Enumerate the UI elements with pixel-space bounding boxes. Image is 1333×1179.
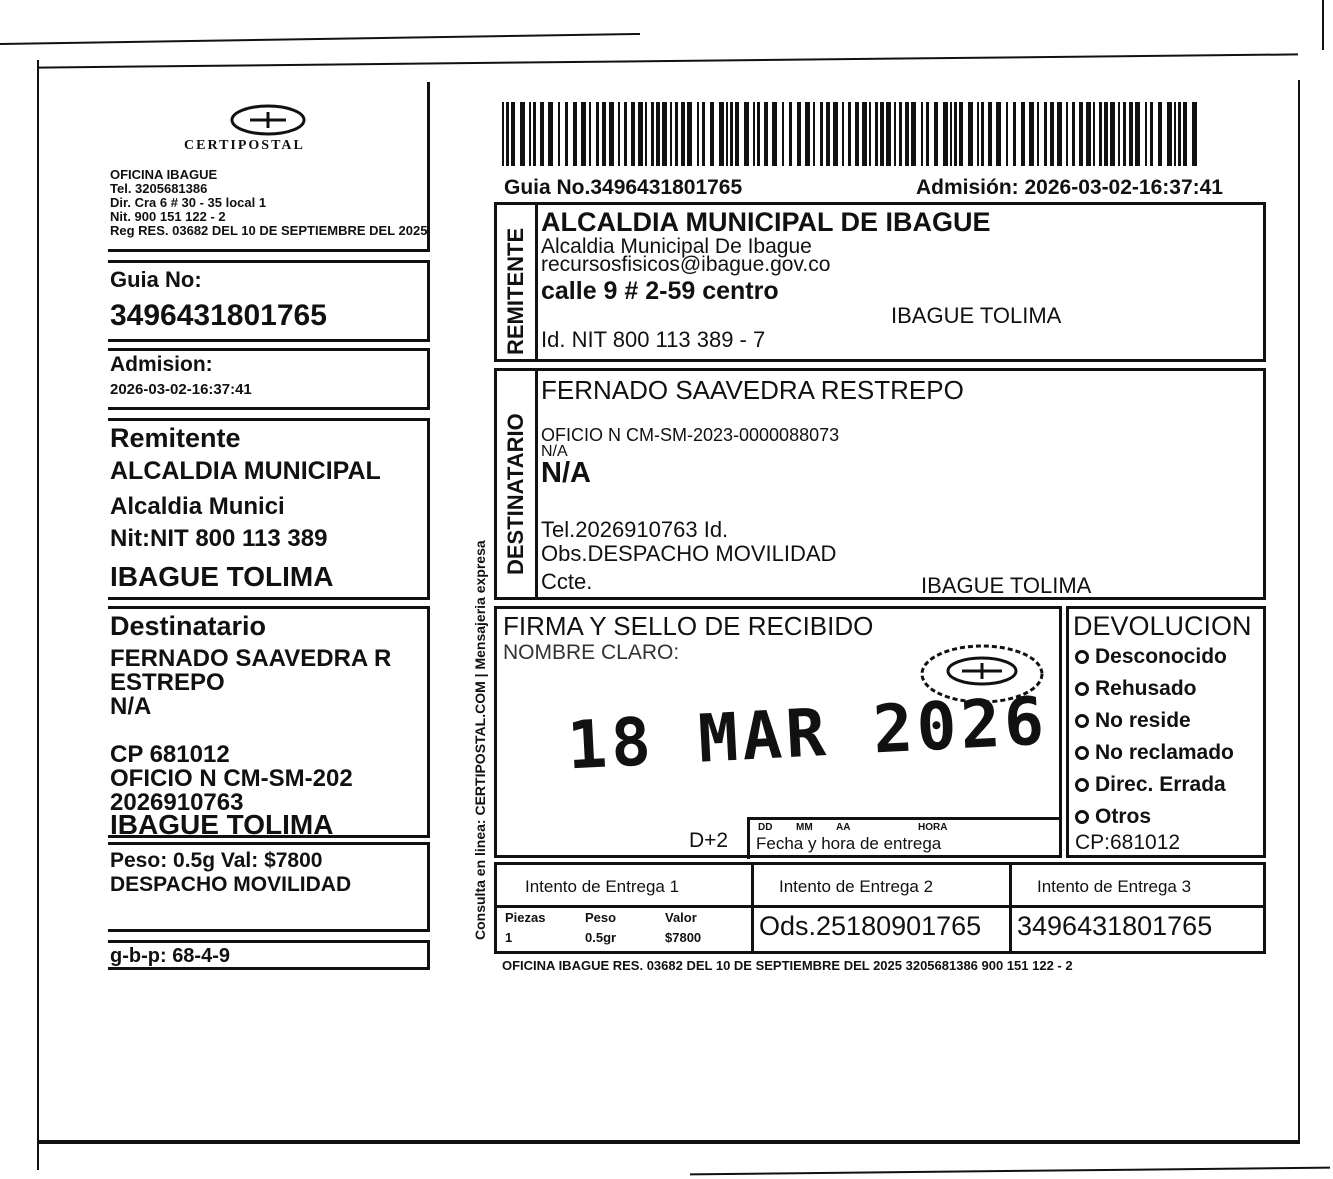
barcode-bar bbox=[1174, 102, 1176, 166]
barcode-bar bbox=[797, 102, 801, 166]
dest-tel-right: Tel.2026910763 Id. bbox=[541, 517, 729, 542]
fecha-label: Fecha y hora de entrega bbox=[756, 834, 942, 853]
barcode-bar bbox=[735, 102, 739, 166]
barcode-bar bbox=[833, 102, 838, 166]
dest-city-right: IBAGUE TOLIMA bbox=[921, 573, 1092, 598]
devolucion-option-3[interactable]: No reside bbox=[1075, 709, 1191, 733]
destinatario-right-box bbox=[494, 368, 1266, 600]
barcode-bar bbox=[813, 102, 815, 166]
intento-2: Intento de Entrega 2 bbox=[779, 877, 934, 896]
page-edge-top bbox=[0, 33, 640, 45]
destinatario-tab: DESTINATARIO bbox=[503, 413, 528, 575]
barcode-bar bbox=[596, 102, 599, 166]
barcode-bar bbox=[730, 102, 733, 166]
gbp-value: g-b-p: 68-4-9 bbox=[110, 945, 230, 967]
radio-icon bbox=[1075, 810, 1089, 824]
barcode-bar bbox=[681, 102, 685, 166]
destinatario-label: Destinatario bbox=[110, 611, 267, 641]
valor-label: Valor bbox=[665, 910, 697, 925]
barcode-bar bbox=[1079, 102, 1083, 166]
barcode-bar bbox=[548, 102, 553, 166]
firma-box bbox=[494, 606, 1062, 858]
barcode-bar bbox=[988, 102, 992, 166]
dest-name-right: FERNADO SAAVEDRA RESTREPO bbox=[541, 375, 964, 405]
peso-value-right: 0.5gr bbox=[585, 930, 617, 945]
barcode-bar bbox=[581, 102, 586, 166]
office-tel: Tel. 3205681386 bbox=[110, 181, 208, 196]
barcode-bar bbox=[744, 102, 749, 166]
barcode-bar bbox=[977, 102, 979, 166]
barcode-bar bbox=[894, 102, 896, 166]
nombre-claro: NOMBRE CLARO: bbox=[503, 641, 680, 664]
barcode-bar bbox=[602, 102, 606, 166]
fecha-dd: DD bbox=[758, 822, 773, 833]
barcode-bar bbox=[880, 102, 884, 166]
barcode-bar bbox=[1013, 102, 1016, 166]
devolucion-option-6[interactable]: Otros bbox=[1075, 805, 1151, 829]
barcode-bar bbox=[1044, 102, 1047, 166]
barcode-bar bbox=[565, 102, 568, 166]
guia-label: Guia No: bbox=[110, 267, 202, 292]
office-name: OFICINA IBAGUE bbox=[110, 167, 218, 182]
barcode-bar bbox=[631, 102, 635, 166]
barcode-bar bbox=[1118, 102, 1120, 166]
barcode-bar bbox=[1093, 102, 1095, 166]
barcode-bar bbox=[589, 102, 591, 166]
dest-line2: ESTREPO bbox=[110, 669, 225, 696]
remitente-label: Remitente bbox=[110, 423, 241, 453]
intento-3: Intento de Entrega 3 bbox=[1037, 877, 1192, 896]
peso-box bbox=[108, 842, 430, 932]
radio-icon bbox=[1075, 714, 1089, 728]
barcode-bar bbox=[670, 102, 672, 166]
barcode-bar bbox=[1183, 102, 1187, 166]
devolucion-option-2[interactable]: Rehusado bbox=[1075, 677, 1197, 701]
page-edge-bottom-far bbox=[690, 1167, 1330, 1176]
barcode-bar bbox=[921, 102, 923, 166]
fecha-box bbox=[747, 817, 1062, 859]
barcode-bar bbox=[842, 102, 844, 166]
barcode-bar bbox=[911, 102, 916, 166]
barcode-bar bbox=[875, 102, 878, 166]
barcode-bar bbox=[757, 102, 760, 166]
guia-number: 3496431801765 bbox=[110, 299, 327, 332]
barcode-bar bbox=[675, 102, 678, 166]
footer-text: OFICINA IBAGUE RES. 03682 DEL 10 DE SEPTIEMBRE DEL 2025 3205681386 900 151 122 - 2 bbox=[502, 958, 1073, 973]
barcode-bar bbox=[926, 102, 929, 166]
barcode-bar bbox=[789, 102, 792, 166]
barcode-bar bbox=[520, 102, 525, 166]
barcode-bar bbox=[662, 102, 667, 166]
barcode-bar bbox=[1099, 102, 1102, 166]
barcode-bar bbox=[905, 102, 909, 166]
barcode-bar bbox=[687, 102, 692, 166]
barcode-bar bbox=[638, 102, 643, 166]
barcode-bar bbox=[1037, 102, 1039, 166]
dest-ccte: Ccte. bbox=[541, 569, 593, 594]
dest-obs: Obs.DESPACHO MOVILIDAD bbox=[541, 541, 837, 566]
barcode-bar bbox=[996, 102, 1001, 166]
barcode-bar bbox=[540, 102, 544, 166]
barcode-bar bbox=[1150, 102, 1153, 166]
dest-oficio: OFICIO N CM-SM-202 bbox=[110, 765, 353, 792]
remitente-right-box bbox=[494, 202, 1266, 362]
fecha-mm: MM bbox=[796, 822, 813, 833]
stamp-date: 18 MAR 2026 bbox=[565, 682, 1050, 785]
barcode-bar bbox=[899, 102, 902, 166]
intento-box bbox=[494, 862, 1266, 954]
barcode-bar bbox=[1021, 102, 1025, 166]
logo-text: CERTIPOSTAL bbox=[184, 138, 305, 153]
barcode-bar bbox=[1145, 102, 1147, 166]
barcode-bar bbox=[719, 102, 724, 166]
barcode-bar bbox=[726, 102, 728, 166]
piezas-label: Piezas bbox=[505, 910, 546, 925]
remitente-name: ALCALDIA MUNICIPAL bbox=[110, 457, 381, 485]
barcode-bar bbox=[710, 102, 714, 166]
barcode-bar bbox=[624, 102, 627, 166]
barcode-bar bbox=[869, 102, 871, 166]
fecha-aa: AA bbox=[836, 822, 851, 833]
barcode-bar bbox=[573, 102, 577, 166]
valor-value: $7800 bbox=[665, 930, 702, 945]
office-res: Reg RES. 03682 DEL 10 DE SEPTIEMBRE DEL 2025 bbox=[110, 223, 428, 238]
barcode-bar bbox=[529, 102, 531, 166]
destinatario-tab-divider bbox=[535, 371, 538, 597]
devolucion-box bbox=[1066, 606, 1266, 858]
barcode bbox=[502, 102, 1202, 170]
barcode-bar bbox=[954, 102, 957, 166]
barcode-bar bbox=[558, 102, 560, 166]
barcode-bar bbox=[651, 102, 654, 166]
barcode-bar bbox=[1006, 102, 1008, 166]
page-edge-bottom bbox=[38, 1140, 1300, 1144]
barcode-bar bbox=[511, 102, 515, 166]
barcode-bar bbox=[1129, 102, 1133, 166]
barcode-bar bbox=[645, 102, 647, 166]
despacho-value: DESPACHO MOVILIDAD bbox=[110, 873, 352, 896]
remitente-box bbox=[108, 418, 430, 600]
guia-box bbox=[108, 260, 430, 342]
remitente-sub: Alcaldia Munici bbox=[110, 493, 285, 520]
devolucion-title: DEVOLUCION bbox=[1073, 611, 1252, 641]
barcode-bar bbox=[1086, 102, 1091, 166]
intento-vdivider-2 bbox=[1009, 865, 1012, 951]
barcode-bar bbox=[950, 102, 952, 166]
dest-line3: N/A bbox=[110, 693, 152, 720]
barcode-bar bbox=[805, 102, 810, 166]
rem-city: IBAGUE TOLIMA bbox=[891, 303, 1062, 328]
intento-1: Intento de Entrega 1 bbox=[525, 877, 680, 896]
barcode-bar bbox=[1050, 102, 1054, 166]
rem-sub: Alcaldia Municipal De Ibague bbox=[541, 235, 812, 258]
dest-city: IBAGUE TOLIMA bbox=[110, 809, 334, 840]
devolucion-option-4[interactable]: No reclamado bbox=[1075, 741, 1234, 765]
barcode-bar bbox=[1072, 102, 1075, 166]
firma-title: FIRMA Y SELLO DE RECIBIDO bbox=[503, 611, 874, 641]
barcode-bar bbox=[772, 102, 777, 166]
destinatario-box bbox=[108, 606, 430, 838]
d2-label: D+2 bbox=[689, 829, 729, 852]
fecha-hora: HORA bbox=[918, 822, 948, 833]
peso-value: Peso: 0.5g Val: $7800 bbox=[110, 849, 323, 872]
barcode-bar bbox=[886, 102, 891, 166]
admision-label: Admision: bbox=[110, 353, 213, 376]
barcode-bar bbox=[862, 102, 867, 166]
gbp-box bbox=[108, 940, 430, 970]
barcode-bar bbox=[609, 102, 614, 166]
barcode-bar bbox=[618, 102, 620, 166]
radio-icon bbox=[1075, 650, 1089, 664]
page-edge-left bbox=[37, 60, 39, 1170]
barcode-bar bbox=[1029, 102, 1034, 166]
barcode-bar bbox=[826, 102, 830, 166]
dest-cp: CP 681012 bbox=[110, 741, 230, 768]
admision-box bbox=[108, 348, 430, 410]
barcode-bar bbox=[656, 102, 660, 166]
barcode-bar bbox=[855, 102, 859, 166]
rem-id: Id. NIT 800 113 389 - 7 bbox=[541, 327, 766, 352]
barcode-bar bbox=[533, 102, 536, 166]
intento-vdivider-1 bbox=[751, 865, 754, 951]
remitente-tab-divider bbox=[535, 205, 538, 359]
barcode-bar bbox=[1135, 102, 1140, 166]
barcode-bar bbox=[934, 102, 938, 166]
remitente-nit: Nit:NIT 800 113 389 bbox=[110, 525, 328, 552]
remitente-city: IBAGUE TOLIMA bbox=[110, 561, 334, 592]
rem-address: calle 9 # 2-59 centro bbox=[541, 277, 779, 305]
office-nit: Nit. 900 151 122 - 2 bbox=[110, 209, 226, 224]
radio-icon bbox=[1075, 746, 1089, 760]
barcode-bar bbox=[981, 102, 984, 166]
piezas-value: 1 bbox=[505, 930, 513, 945]
barcode-bar bbox=[943, 102, 948, 166]
devolucion-cp: CP:681012 bbox=[1075, 831, 1181, 854]
barcode-bar bbox=[1123, 102, 1126, 166]
barcode-bar bbox=[848, 102, 851, 166]
admision-value: 2026-03-02-16:37:41 bbox=[110, 381, 252, 398]
guia-bottom: 3496431801765 bbox=[1017, 911, 1213, 941]
ods-value: Ods.25180901765 bbox=[759, 911, 982, 941]
admision-header: Admisión: 2026-03-02-16:37:41 bbox=[916, 176, 1223, 199]
barcode-bar bbox=[968, 102, 973, 166]
barcode-bar bbox=[1167, 102, 1172, 166]
radio-icon bbox=[1075, 778, 1089, 792]
barcode-bar bbox=[959, 102, 963, 166]
barcode-bar bbox=[764, 102, 768, 166]
dest-oficio-right: OFICIO N CM-SM-2023-0000088073 bbox=[541, 425, 840, 445]
barcode-bar bbox=[502, 102, 504, 166]
office-dir: Dir. Cra 6 # 30 - 35 local 1 bbox=[110, 195, 267, 210]
rem-name: ALCALDIA MUNICIPAL DE IBAGUE bbox=[541, 207, 991, 237]
barcode-bar bbox=[697, 102, 699, 166]
barcode-bar bbox=[1192, 102, 1197, 166]
dest-tel: 2026910763 bbox=[110, 789, 244, 816]
intento-hdivider bbox=[497, 905, 1263, 908]
dest-line1: FERNADO SAAVEDRA R bbox=[110, 645, 392, 672]
dest-na-small: N/A bbox=[541, 443, 568, 460]
barcode-bar bbox=[782, 102, 784, 166]
barcode-bar bbox=[753, 102, 755, 166]
barcode-bar bbox=[702, 102, 705, 166]
barcode-bar bbox=[506, 102, 509, 166]
barcode-bar bbox=[820, 102, 823, 166]
side-consulta-text: Consulta en linea: CERTIPOSTAL.COM | Mensajeria expresa bbox=[472, 540, 488, 940]
barcode-bar bbox=[1104, 102, 1108, 166]
rem-email: recursosfisicos@ibague.gov.co bbox=[541, 253, 831, 276]
barcode-bar bbox=[1066, 102, 1068, 166]
page-edge-right bbox=[1298, 80, 1300, 1140]
barcode-bar bbox=[1057, 102, 1062, 166]
barcode-bar bbox=[1158, 102, 1162, 166]
peso-label: Peso bbox=[585, 910, 617, 925]
devolucion-option-1[interactable]: Desconocido bbox=[1075, 645, 1227, 669]
page-edge-top-inner bbox=[38, 53, 1298, 68]
header-box bbox=[108, 82, 430, 252]
dest-na-big: N/A bbox=[541, 457, 591, 489]
devolucion-option-5[interactable]: Direc. Errada bbox=[1075, 773, 1226, 797]
guia-header: Guia No.3496431801765 bbox=[504, 176, 743, 199]
remitente-tab: REMITENTE bbox=[503, 227, 528, 355]
barcode-bar bbox=[1110, 102, 1115, 166]
page-edge-topright bbox=[1322, 0, 1324, 50]
radio-icon bbox=[1075, 682, 1089, 696]
barcode-bar bbox=[1178, 102, 1181, 166]
